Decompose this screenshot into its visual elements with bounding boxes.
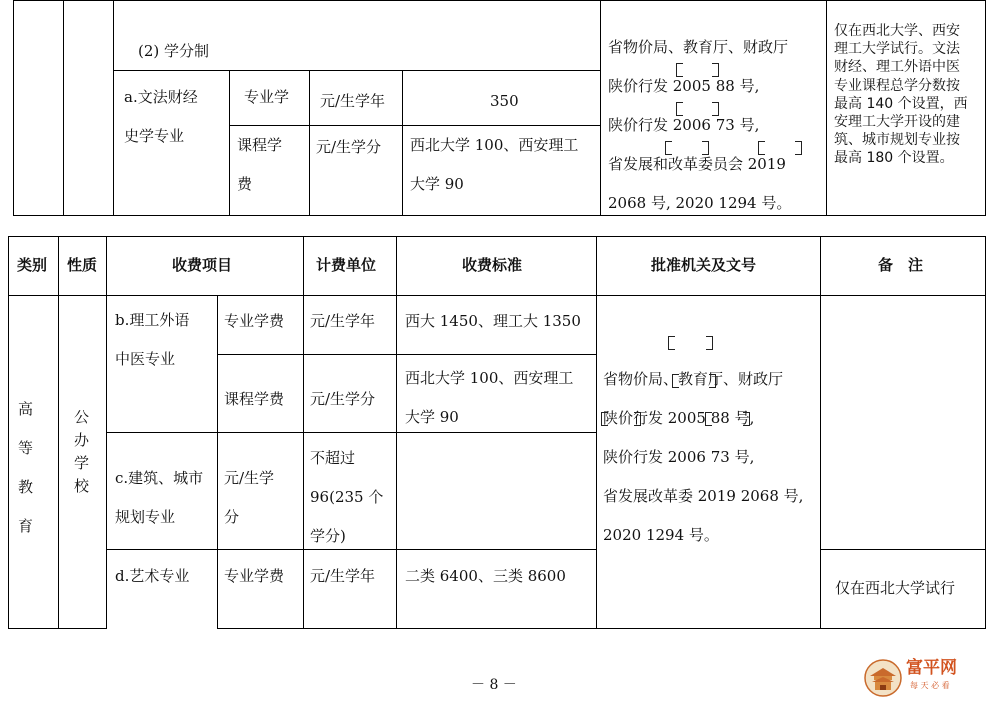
header-remark: 备 注 xyxy=(878,256,924,274)
top-fee1-unit: 元/生学年 xyxy=(320,92,386,110)
watermark-brand: 富平网 xyxy=(906,658,957,678)
bracket-left xyxy=(676,63,683,77)
row-b-fee1-unit: 元/生学年 xyxy=(310,312,376,330)
row-d-fee-name: 专业学费 xyxy=(224,567,285,585)
category-value: 高 等 教 育 xyxy=(18,400,34,535)
row-b-fee2-standard: 西北大学 100、西安理工 大学 90 xyxy=(405,369,574,426)
bracket-left xyxy=(601,412,608,426)
watermark-slogan: 每 天 必 看 xyxy=(910,681,950,690)
bracket-right xyxy=(634,412,641,426)
bracket-right xyxy=(712,63,719,77)
header-fee-item: 收费项目 xyxy=(172,256,233,274)
row-c-fee-name: 元/生学 分 xyxy=(224,469,275,526)
bracket-left xyxy=(758,141,765,155)
bracket-right xyxy=(743,412,750,426)
row-b-fee1-name: 专业学费 xyxy=(224,312,285,330)
row-b-fee1-standard: 西大 1450、理工大 1350 xyxy=(405,312,581,330)
bracket-left xyxy=(672,374,679,388)
row-c-item: c.建筑、城市 规划专业 xyxy=(115,469,204,526)
header-category: 类别 xyxy=(17,256,48,274)
watermark-logo xyxy=(864,658,994,698)
top-fee2-name: 课程学 费 xyxy=(237,136,283,193)
row-c-unit: 不超过 96(235 个 学分) xyxy=(310,449,384,545)
bracket-left xyxy=(705,412,712,426)
top-remark: 仅在西北大学、西安 理工大学试行。文法 财经、理工外语中医 专业课程总学分数按 最高 140 个设置，西 安理工大学开设的建 筑、城市规划专业按 最高 180 个设置。 xyxy=(834,23,968,167)
header-unit: 计费单位 xyxy=(316,256,377,274)
bracket-right xyxy=(712,102,719,116)
nature-value: 公 办 学 校 xyxy=(74,408,90,495)
category-a-label: a.文法财经 史学专业 xyxy=(124,88,198,145)
bracket-right xyxy=(702,141,709,155)
top-approval: 省物价局、教育厅、财政厅 陕价行发 2005 88 号, 陕价行发 2006 73 号, 省发展和改革委员会 2019 2068 号, 2020 1294 号。 xyxy=(608,38,792,212)
row-d-item: d.艺术专业 xyxy=(115,567,190,585)
section-title: (2) 学分制 xyxy=(138,42,210,60)
top-fee2-standard: 西北大学 100、西安理工 大学 90 xyxy=(410,136,579,193)
top-fee2-unit: 元/生学分 xyxy=(316,138,382,156)
main-approval: 省物价局、教育厅、财政厅 陕价行发 2005 88 号, 陕价行发 2006 73 号, 省发展改革委 2019 2068 号, 2020 1294 号。 xyxy=(603,370,804,544)
header-nature: 性质 xyxy=(67,256,98,274)
bracket-left xyxy=(668,336,675,350)
bracket-left xyxy=(665,141,672,155)
row-b-item: b.理工外语 中医专业 xyxy=(115,311,190,368)
header-standard: 收费标准 xyxy=(462,256,523,274)
bracket-right xyxy=(709,374,716,388)
row-b-fee2-unit: 元/生学分 xyxy=(310,390,376,408)
bracket-left xyxy=(676,102,683,116)
row-d-remark: 仅在西北大学试行 xyxy=(835,579,956,597)
top-fee1-name: 专业学 xyxy=(244,88,290,106)
bracket-right xyxy=(795,141,802,155)
row-d-unit: 元/生学年 xyxy=(310,567,376,585)
header-approval: 批准机关及文号 xyxy=(651,256,757,274)
bracket-right xyxy=(706,336,713,350)
pagoda-icon xyxy=(864,658,902,698)
row-b-fee2-name: 课程学费 xyxy=(224,390,285,408)
page-number: － 8 － xyxy=(471,677,517,693)
row-d-standard: 二类 6400、三类 8600 xyxy=(405,567,566,585)
top-fee1-standard: 350 xyxy=(490,92,519,110)
